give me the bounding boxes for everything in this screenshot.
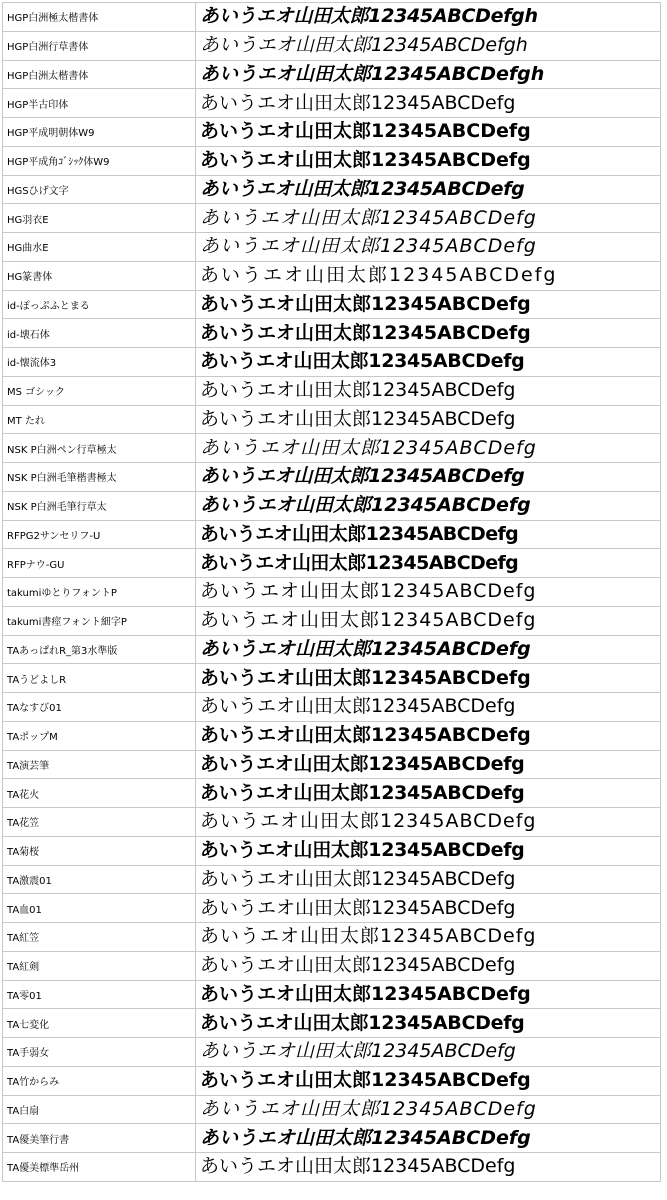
font-name-cell: id-壊石体 bbox=[3, 319, 196, 348]
font-row bbox=[3, 3, 661, 32]
font-row bbox=[3, 1038, 661, 1067]
font-sample-cell: あいうエオ山田太郎12345ABCDefg bbox=[196, 951, 661, 980]
font-name-cell: TA紅剣 bbox=[3, 951, 196, 980]
font-sample-cell: あいうエオ山田太郎12345ABCDefg bbox=[196, 434, 661, 463]
font-name-cell: TA菊桜 bbox=[3, 836, 196, 865]
font-row bbox=[3, 693, 661, 722]
font-sample-cell: あいうエオ山田太郎12345ABCDefg bbox=[196, 491, 661, 520]
font-name-cell: TA激震01 bbox=[3, 865, 196, 894]
font-row bbox=[3, 1066, 661, 1095]
font-row bbox=[3, 664, 661, 693]
font-row bbox=[3, 549, 661, 578]
font-row bbox=[3, 750, 661, 779]
font-name-cell: TA手弱女 bbox=[3, 1038, 196, 1067]
font-name-cell: RFPナウ-GU bbox=[3, 549, 196, 578]
font-sample-cell: あいうエオ山田太郎12345ABCDefg bbox=[196, 146, 661, 175]
font-row bbox=[3, 319, 661, 348]
font-name-cell: TA紅笠 bbox=[3, 923, 196, 952]
font-sample-cell: あいうエオ山田太郎12345ABCDefg bbox=[196, 750, 661, 779]
font-row bbox=[3, 1009, 661, 1038]
font-row bbox=[3, 405, 661, 434]
font-name-cell: TAポップM bbox=[3, 721, 196, 750]
font-name-cell: HGP白洲極太楷書体 bbox=[3, 3, 196, 32]
font-sample-cell: あいうエオ山田太郎12345ABCDefg bbox=[196, 1009, 661, 1038]
font-name-cell: HGSひげ文字 bbox=[3, 175, 196, 204]
font-sample-cell: あいうエオ山田太郎12345ABCDefg bbox=[196, 664, 661, 693]
font-name-cell: TA優美筆行書 bbox=[3, 1124, 196, 1153]
font-sample-cell: あいうエオ山田太郎12345ABCDefg bbox=[196, 319, 661, 348]
font-name-cell: TAうどよしR bbox=[3, 664, 196, 693]
font-rows bbox=[3, 3, 661, 1182]
font-row bbox=[3, 980, 661, 1009]
font-row bbox=[3, 376, 661, 405]
font-name-cell: HGP平成明朝体W9 bbox=[3, 118, 196, 147]
font-name-cell: NSK P白洲ペン行草極太 bbox=[3, 434, 196, 463]
font-row bbox=[3, 146, 661, 175]
font-row bbox=[3, 923, 661, 952]
font-sample-cell: あいうエオ山田太郎12345ABCDefg bbox=[196, 261, 661, 290]
font-sample-cell: あいうエオ山田太郎12345ABCDefg bbox=[196, 894, 661, 923]
font-sample-cell: あいうエオ山田太郎12345ABCDefgh bbox=[196, 60, 661, 89]
font-row bbox=[3, 233, 661, 262]
font-row bbox=[3, 894, 661, 923]
font-name-cell: id-懐流体3 bbox=[3, 348, 196, 377]
font-sample-cell: あいうエオ山田太郎12345ABCDefg bbox=[196, 721, 661, 750]
font-sample-cell: あいうエオ山田太郎12345ABCDefg bbox=[196, 89, 661, 118]
font-sample-cell: あいうエオ山田太郎12345ABCDefg bbox=[196, 779, 661, 808]
font-sample-cell: あいうエオ山田太郎12345ABCDefg bbox=[196, 405, 661, 434]
font-sample-cell: あいうエオ山田太郎12345ABCDefg bbox=[196, 606, 661, 635]
font-sample-cell: あいうエオ山田太郎12345ABCDefg bbox=[196, 118, 661, 147]
font-name-cell: TAなすび01 bbox=[3, 693, 196, 722]
font-name-cell: TA演芸筆 bbox=[3, 750, 196, 779]
font-row bbox=[3, 175, 661, 204]
font-sample-cell: あいうエオ山田太郎12345ABCDefg bbox=[196, 1095, 661, 1124]
font-row bbox=[3, 1124, 661, 1153]
font-sample-cell: あいうエオ山田太郎12345ABCDefgh bbox=[196, 3, 661, 32]
font-name-cell: TA血01 bbox=[3, 894, 196, 923]
font-sample-cell: あいうエオ山田太郎12345ABCDefg bbox=[196, 1038, 661, 1067]
font-row bbox=[3, 204, 661, 233]
font-sample-cell: あいうエオ山田太郎12345ABCDefg bbox=[196, 923, 661, 952]
font-sample-cell: あいうエオ山田太郎12345ABCDefg bbox=[196, 549, 661, 578]
font-sample-table bbox=[2, 2, 661, 1182]
font-name-cell: HGP半古印体 bbox=[3, 89, 196, 118]
font-name-cell: TA花火 bbox=[3, 779, 196, 808]
font-row bbox=[3, 836, 661, 865]
font-name-cell: takumi書痙フォント細字P bbox=[3, 606, 196, 635]
font-row bbox=[3, 463, 661, 492]
font-name-cell: MT たれ bbox=[3, 405, 196, 434]
font-name-cell: TA優美標準岳州 bbox=[3, 1153, 196, 1182]
font-row bbox=[3, 865, 661, 894]
font-row bbox=[3, 89, 661, 118]
font-sample-cell: あいうエオ山田太郎12345ABCDefg bbox=[196, 808, 661, 837]
font-row bbox=[3, 60, 661, 89]
font-sample-cell: あいうエオ山田太郎12345ABCDefg bbox=[196, 290, 661, 319]
font-row bbox=[3, 578, 661, 607]
font-row bbox=[3, 951, 661, 980]
font-name-cell: HG羽衣E bbox=[3, 204, 196, 233]
font-name-cell: HG篆書体 bbox=[3, 261, 196, 290]
font-sample-cell: あいうエオ山田太郎12345ABCDefg bbox=[196, 578, 661, 607]
font-row bbox=[3, 348, 661, 377]
font-name-cell: TA花笠 bbox=[3, 808, 196, 837]
font-sample-cell: あいうエオ山田太郎12345ABCDefg bbox=[196, 980, 661, 1009]
font-name-cell: TA白扇 bbox=[3, 1095, 196, 1124]
font-sample-cell: あいうエオ山田太郎12345ABCDefg bbox=[196, 520, 661, 549]
font-name-cell: NSK P白洲毛筆行草太 bbox=[3, 491, 196, 520]
font-name-cell: RFPG2サンセリフ-U bbox=[3, 520, 196, 549]
font-row bbox=[3, 779, 661, 808]
font-row bbox=[3, 606, 661, 635]
font-sample-cell: あいうエオ山田太郎12345ABCDefg bbox=[196, 204, 661, 233]
font-row bbox=[3, 635, 661, 664]
font-sample-cell: あいうエオ山田太郎12345ABCDefgh bbox=[196, 31, 661, 60]
font-sample-cell: あいうエオ山田太郎12345ABCDefg bbox=[196, 1066, 661, 1095]
font-sample-cell: あいうエオ山田太郎12345ABCDefg bbox=[196, 463, 661, 492]
font-row bbox=[3, 31, 661, 60]
font-sample-cell: あいうエオ山田太郎12345ABCDefg bbox=[196, 836, 661, 865]
font-sample-cell: あいうエオ山田太郎12345ABCDefg bbox=[196, 175, 661, 204]
font-row bbox=[3, 491, 661, 520]
font-sample-cell: あいうエオ山田太郎12345ABCDefg bbox=[196, 376, 661, 405]
font-name-cell: TA零01 bbox=[3, 980, 196, 1009]
font-row bbox=[3, 118, 661, 147]
font-name-cell: takumiゆとりフォントP bbox=[3, 578, 196, 607]
font-name-cell: TAあっぱれR_第3水準版 bbox=[3, 635, 196, 664]
font-name-cell: MS ゴシック bbox=[3, 376, 196, 405]
font-sample-cell: あいうエオ山田太郎12345ABCDefg bbox=[196, 693, 661, 722]
font-name-cell: NSK P白洲毛筆楷書極太 bbox=[3, 463, 196, 492]
font-name-cell: id-ぽっぷふとまる bbox=[3, 290, 196, 319]
font-row bbox=[3, 520, 661, 549]
font-row bbox=[3, 290, 661, 319]
font-sample-cell: あいうエオ山田太郎12345ABCDefg bbox=[196, 348, 661, 377]
font-row bbox=[3, 261, 661, 290]
font-name-cell: HGP白洲行草書体 bbox=[3, 31, 196, 60]
font-name-cell: HGP白洲太楷書体 bbox=[3, 60, 196, 89]
font-name-cell: HGP平成角ｺﾞｼｯｸ体W9 bbox=[3, 146, 196, 175]
font-row bbox=[3, 1095, 661, 1124]
font-sample-cell: あいうエオ山田太郎12345ABCDefg bbox=[196, 233, 661, 262]
font-sample-cell: あいうエオ山田太郎12345ABCDefg bbox=[196, 1124, 661, 1153]
font-sample-cell: あいうエオ山田太郎12345ABCDefg bbox=[196, 635, 661, 664]
font-sample-cell: あいうエオ山田太郎12345ABCDefg bbox=[196, 1153, 661, 1182]
font-row bbox=[3, 434, 661, 463]
font-name-cell: TA竹からみ bbox=[3, 1066, 196, 1095]
font-row bbox=[3, 1153, 661, 1182]
font-row bbox=[3, 808, 661, 837]
font-sample-cell: あいうエオ山田太郎12345ABCDefg bbox=[196, 865, 661, 894]
font-name-cell: HG曲水E bbox=[3, 233, 196, 262]
font-name-cell: TA七変化 bbox=[3, 1009, 196, 1038]
font-row bbox=[3, 721, 661, 750]
